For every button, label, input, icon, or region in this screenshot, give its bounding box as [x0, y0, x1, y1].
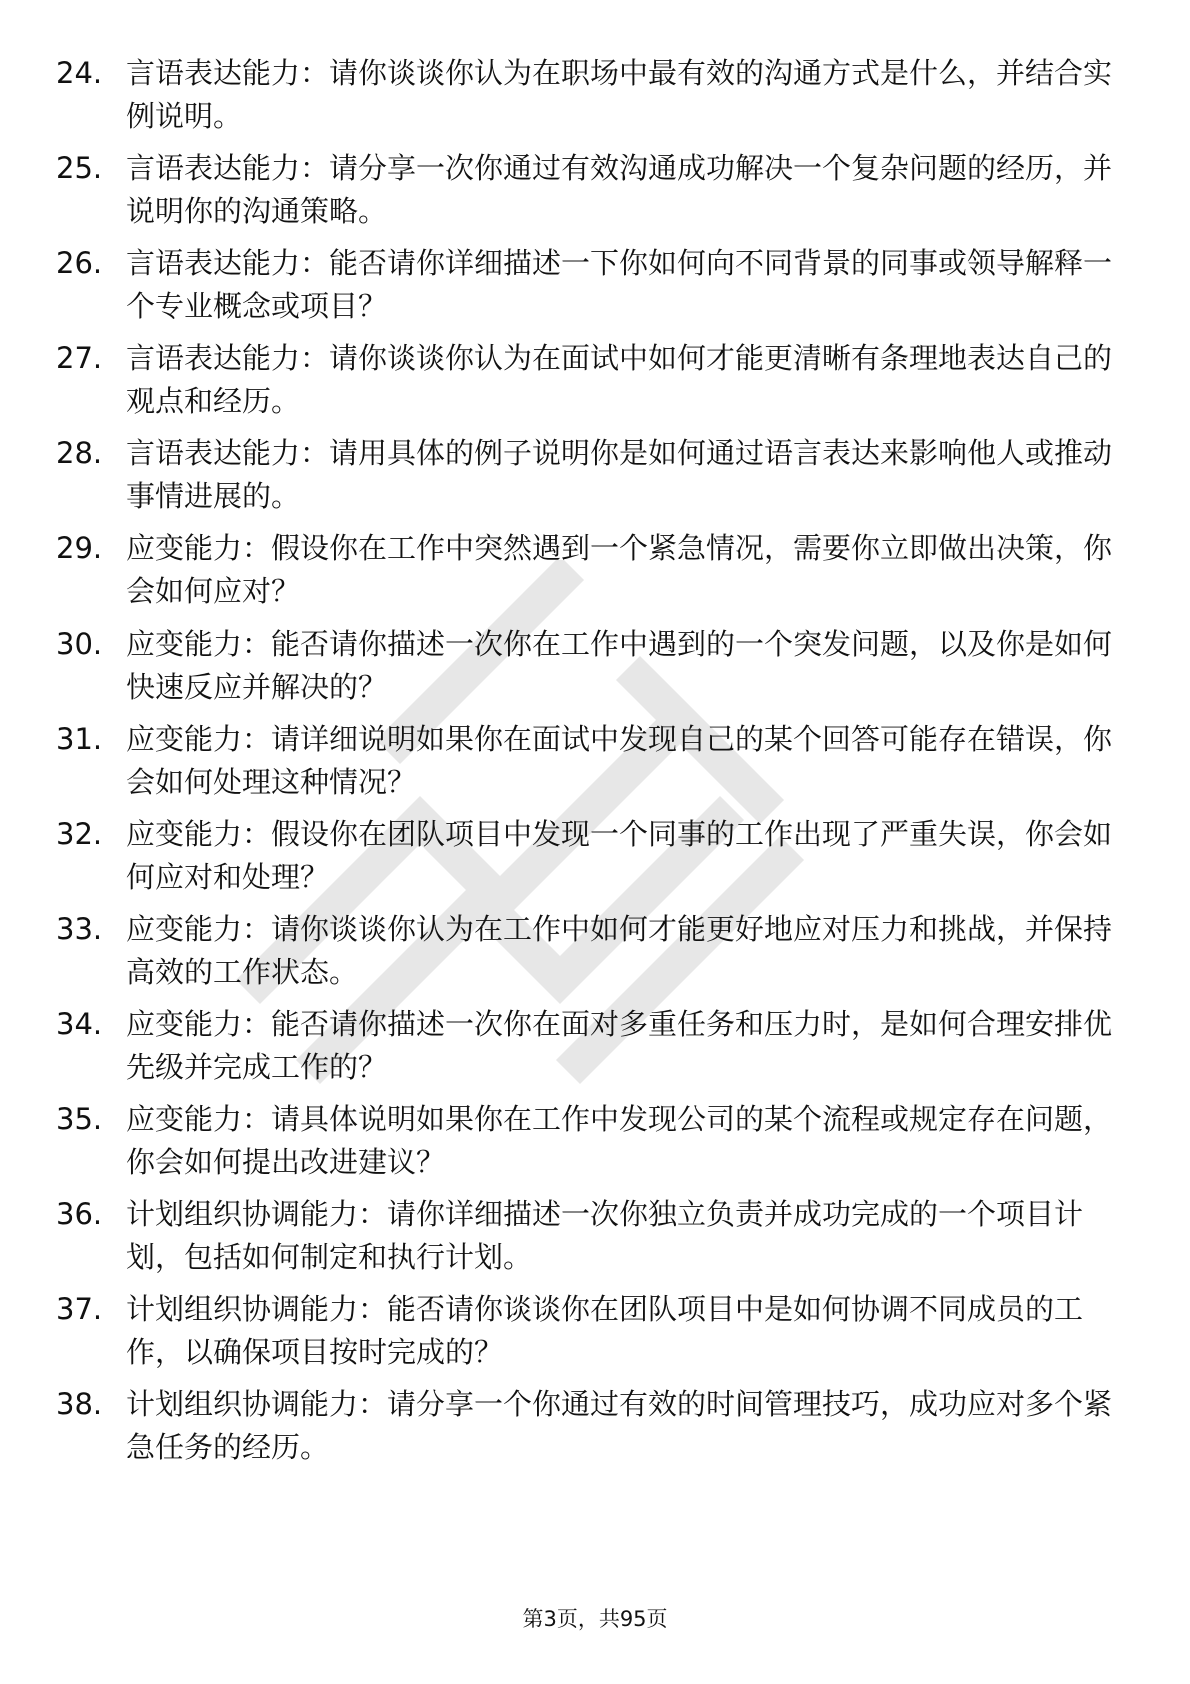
question-text: 应变能力：假设你在工作中突然遇到一个紧急情况，需要你立即做出决策，你会如何应对？	[126, 531, 1113, 609]
question-number: 29.	[56, 531, 103, 566]
question-number: 35.	[56, 1102, 103, 1137]
question-text: 计划组织协调能力：请分享一个你通过有效的时间管理技巧，成功应对多个紧急任务的经历。	[126, 1387, 1113, 1465]
list-item	[0, 52, 1190, 147]
page-footer: 第3页，共95页	[522, 1607, 668, 1631]
question-text: 言语表达能力：请你谈谈你认为在职场中最有效的沟通方式是什么，并结合实例说明。	[126, 56, 1113, 133]
list-item	[0, 623, 1190, 718]
question-text: 应变能力：请详细说明如果你在面试中发现自己的某个回答可能存在错误，你会如何处理这种情况？	[126, 721, 1113, 799]
list-item	[0, 147, 1190, 242]
list-item	[0, 1383, 1190, 1478]
question-number: 34.	[56, 1006, 103, 1041]
list-item	[0, 718, 1190, 813]
list-item	[0, 337, 1190, 432]
list-item	[0, 813, 1190, 908]
question-number: 24.	[56, 56, 103, 90]
list-item	[0, 527, 1190, 622]
question-list	[0, 52, 1190, 1478]
question-text: 计划组织协调能力：请你详细描述一次你独立负责并成功完成的一个项目计划，包括如何制定和执行计划。	[126, 1197, 1084, 1275]
question-text: 言语表达能力：请用具体的例子说明你是如何通过语言表达来影响他人或推动事情进展的。	[126, 436, 1113, 514]
question-number: 38.	[56, 1387, 103, 1422]
question-text: 言语表达能力：请分享一次你通过有效沟通成功解决一个复杂问题的经历，并说明你的沟通策略。	[126, 151, 1113, 229]
question-text: 应变能力：请具体说明如果你在工作中发现公司的某个流程或规定存在问题，你会如何提出改进建议？	[126, 1102, 1113, 1180]
question-text: 应变能力：能否请你描述一次你在面对多重任务和压力时，是如何合理安排优先级并完成工作的？	[126, 1006, 1113, 1084]
list-item	[0, 1193, 1190, 1288]
question-text: 应变能力：假设你在团队项目中发现一个同事的工作出现了严重失误，你会如何应对和处理？	[126, 816, 1113, 894]
question-number: 33.	[56, 911, 103, 946]
list-item	[0, 908, 1190, 1003]
question-number: 32.	[56, 816, 103, 851]
question-text: 言语表达能力：请你谈谈你认为在面试中如何才能更清晰有条理地表达自己的观点和经历。	[126, 341, 1113, 419]
question-text: 应变能力：能否请你描述一次你在工作中遇到的一个突发问题，以及你是如何快速反应并解决的？	[126, 626, 1113, 704]
list-item	[0, 1288, 1190, 1383]
question-number: 28.	[56, 436, 103, 471]
question-text: 言语表达能力：能否请你详细描述一下你如何向不同背景的同事或领导解释一个专业概念或项目？	[126, 246, 1113, 324]
list-item	[0, 242, 1190, 337]
question-text: 计划组织协调能力：能否请你谈谈你在团队项目中是如何协调不同成员的工作，以确保项目按时完成的？	[126, 1292, 1084, 1370]
question-number: 26.	[56, 246, 103, 281]
question-number: 30.	[56, 626, 103, 661]
question-number: 37.	[56, 1292, 103, 1327]
question-number: 36.	[56, 1197, 103, 1232]
question-number: 25.	[56, 151, 103, 186]
question-number: 27.	[56, 341, 103, 376]
question-text: 应变能力：请你谈谈你认为在工作中如何才能更好地应对压力和挑战，并保持高效的工作状态。	[126, 911, 1113, 989]
list-item	[0, 1003, 1190, 1098]
list-item	[0, 1098, 1190, 1193]
question-number: 31.	[56, 721, 103, 756]
list-item	[0, 432, 1190, 527]
